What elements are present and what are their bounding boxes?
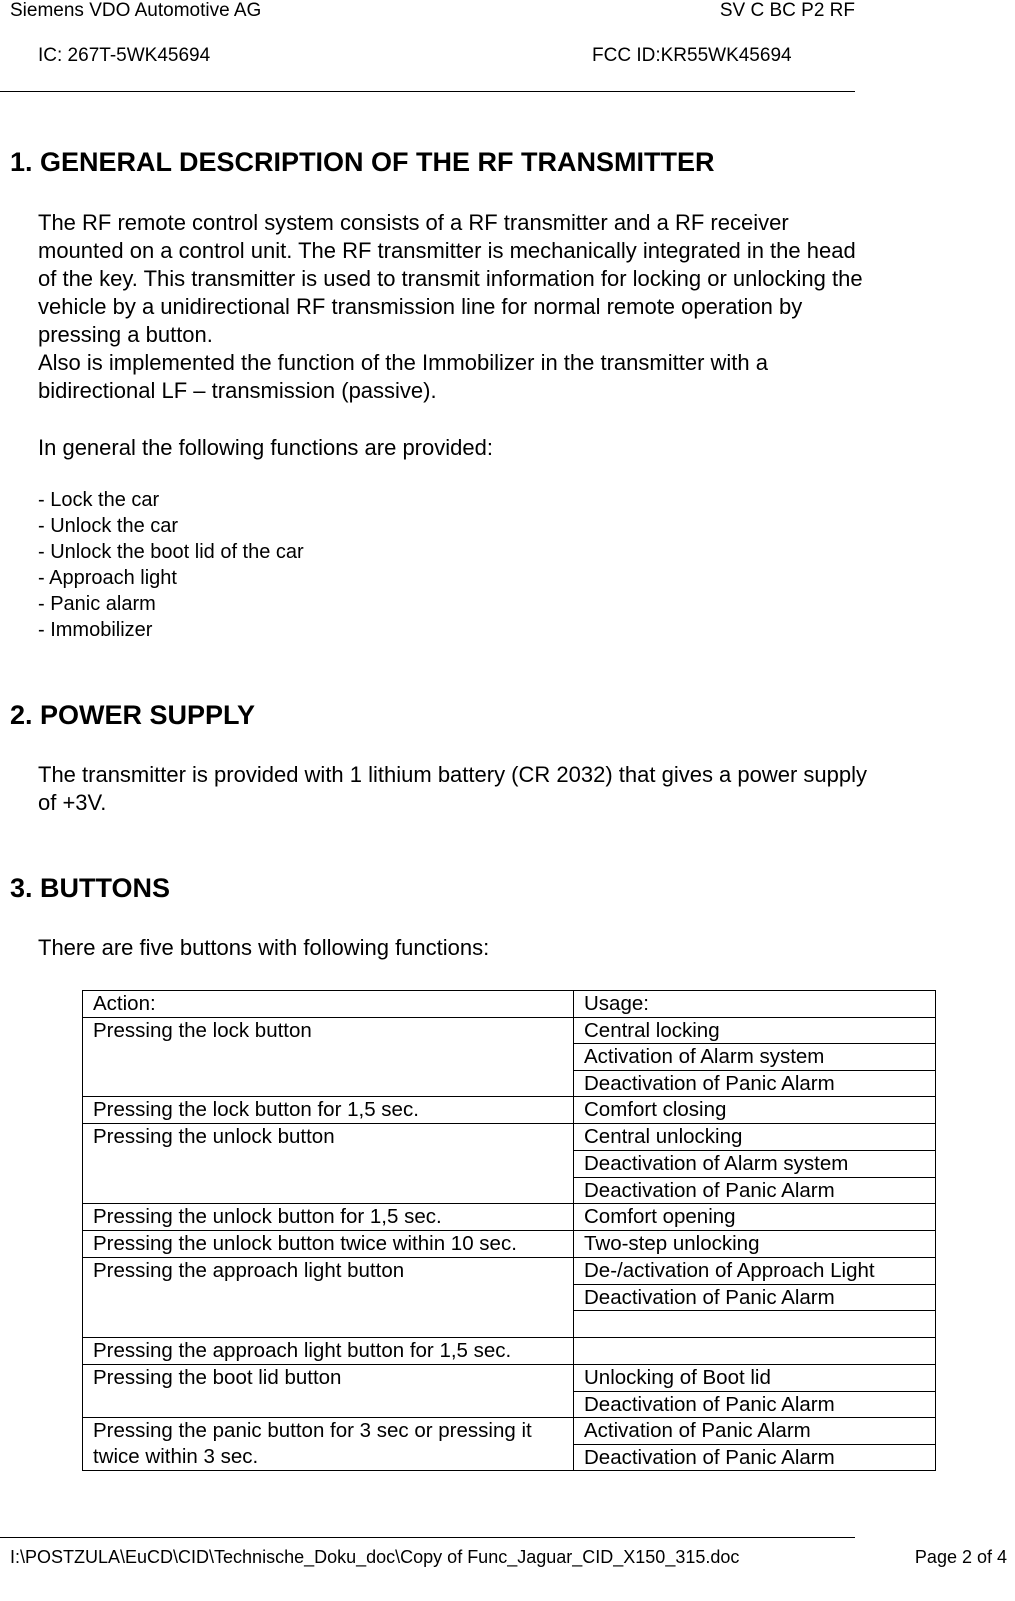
- section2-heading: 2. POWER SUPPLY: [10, 700, 256, 730]
- header-ic-id: IC: 267T-5WK45694: [38, 45, 211, 66]
- usage-cell: Deactivation of Panic Alarm: [574, 1177, 936, 1204]
- list-item: - Approach light: [38, 567, 177, 589]
- action-cell: Pressing the unlock button for 1,5 sec.: [83, 1204, 574, 1231]
- section1-heading: 1. GENERAL DESCRIPTION OF THE RF TRANSMITTER: [10, 147, 715, 177]
- table-row: [83, 1337, 936, 1364]
- usage-cell: Deactivation of Panic Alarm: [574, 1444, 936, 1471]
- list-item: - Unlock the car: [38, 515, 179, 537]
- header-usage: Usage:: [574, 991, 936, 1018]
- header-fcc-id: FCC ID:KR55WK45694: [592, 45, 792, 66]
- table-row: [83, 1017, 936, 1044]
- function-list: [38, 487, 304, 643]
- usage-cell: De-/activation of Approach Light: [574, 1258, 936, 1285]
- table-row: [83, 1204, 936, 1231]
- table-row: [83, 1124, 936, 1151]
- list-item: - Immobilizer: [38, 619, 153, 641]
- section1-paragraph2: Also is implemented the function of the Immobilizer in the transmitter with a bidirectional LF – transmission (passive).: [38, 350, 768, 403]
- usage-cell: Activation of Alarm system: [574, 1044, 936, 1071]
- table-row: [83, 1231, 936, 1258]
- usage-cell: Comfort opening: [574, 1204, 936, 1231]
- section3-paragraph: There are five buttons with following functions:: [38, 935, 490, 960]
- list-item: - Unlock the boot lid of the car: [38, 541, 304, 563]
- action-cell: Pressing the unlock button: [83, 1124, 574, 1204]
- usage-cell: Comfort closing: [574, 1097, 936, 1124]
- table-row: [83, 1364, 936, 1391]
- usage-cell: Central locking: [574, 1017, 936, 1044]
- section1-paragraph1: The RF remote control system consists of a RF transmitter and a RF receiver mounted on a control unit. The RF transmitter is mechanically integrated in the head of the key. This transmitter is used to transmit information for locking or unlocking the vehicle by a unidirectional RF transmission line for normal remote operation by pressing a button.: [38, 210, 863, 347]
- section1-paragraph3: In general the following functions are provided:: [38, 435, 493, 460]
- header-action: Action:: [83, 991, 574, 1018]
- action-cell: Pressing the approach light button: [83, 1258, 574, 1338]
- usage-cell: [574, 1337, 936, 1364]
- footer-rule: [0, 1537, 855, 1538]
- list-item: - Lock the car: [38, 489, 160, 511]
- table-row: [83, 1258, 936, 1285]
- usage-cell: Central unlocking: [574, 1124, 936, 1151]
- buttons-table: [82, 990, 936, 1471]
- action-cell: Pressing the unlock button twice within 10 sec.: [83, 1231, 574, 1258]
- section3-heading: 3. BUTTONS: [10, 873, 171, 903]
- usage-cell: Deactivation of Panic Alarm: [574, 1070, 936, 1097]
- action-cell: Pressing the lock button: [83, 1017, 574, 1097]
- header-company: Siemens VDO Automotive AG: [10, 0, 262, 21]
- usage-cell: Two-step unlocking: [574, 1231, 936, 1258]
- action-cell: Pressing the panic button for 3 sec or pressing it twice within 3 sec.: [83, 1418, 574, 1471]
- footer-path: I:\POSTZULA\EuCD\CID\Technische_Doku_doc\Copy of Func_Jaguar_CID_X150_315.doc: [10, 1547, 740, 1567]
- table-row: [83, 1418, 936, 1445]
- usage-cell: Deactivation of Panic Alarm: [574, 1391, 936, 1418]
- footer-page-number: Page 2 of 4: [914, 1547, 1007, 1567]
- usage-cell: Deactivation of Panic Alarm: [574, 1284, 936, 1311]
- header-doc-code: SV C BC P2 RF: [719, 0, 855, 21]
- header-rule: [0, 91, 855, 92]
- usage-cell: [574, 1311, 936, 1338]
- action-cell: Pressing the lock button for 1,5 sec.: [83, 1097, 574, 1124]
- table-header-row: [83, 991, 936, 1018]
- table-row: [83, 1097, 936, 1124]
- section2-paragraph: The transmitter is provided with 1 lithium battery (CR 2032) that gives a power supply of +3V.: [38, 762, 868, 815]
- usage-cell: Activation of Panic Alarm: [574, 1418, 936, 1445]
- usage-cell: Unlocking of Boot lid: [574, 1364, 936, 1391]
- list-item: - Panic alarm: [38, 593, 156, 615]
- action-cell: Pressing the boot lid button: [83, 1364, 574, 1417]
- action-cell: Pressing the approach light button for 1,5 sec.: [83, 1337, 574, 1364]
- usage-cell: Deactivation of Alarm system: [574, 1150, 936, 1177]
